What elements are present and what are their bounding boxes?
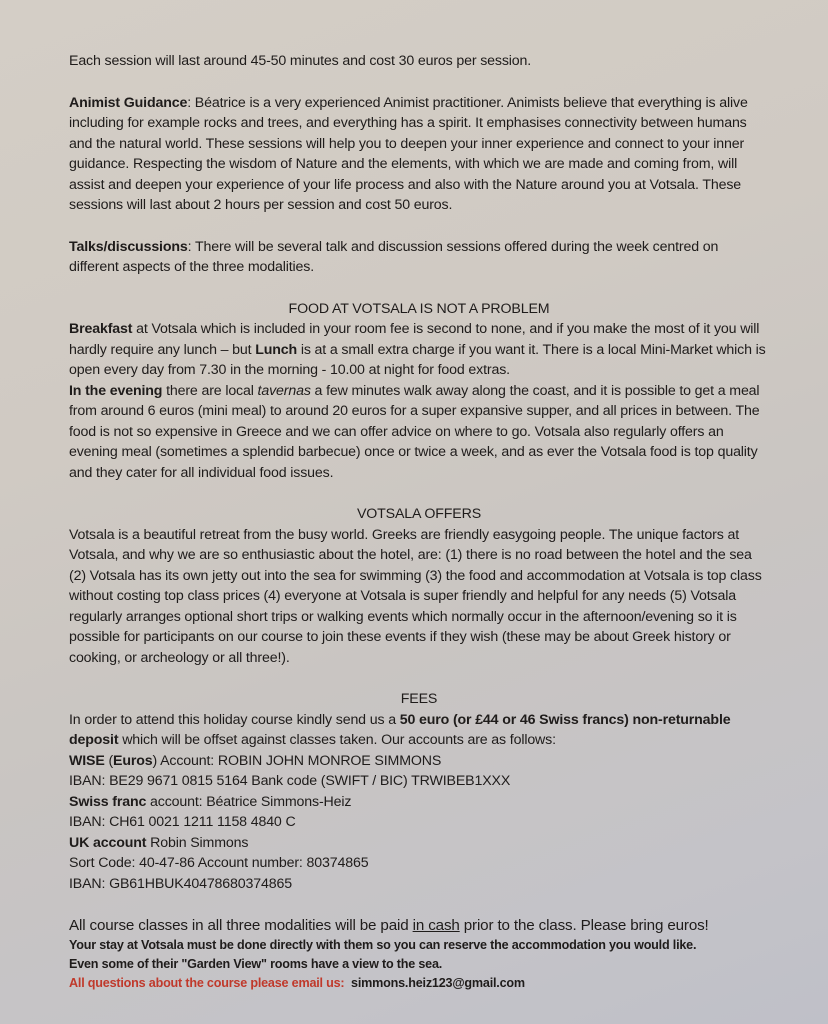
garden-notice: Even some of their "Garden View" rooms have a view to the sea. xyxy=(69,957,443,971)
fees-title: FEES xyxy=(400,691,438,707)
cash-text-1: All course classes in all three modalities will be paid xyxy=(69,917,413,934)
session-info: Each session will last around 45-50 minutes and cost 30 euros per session. xyxy=(69,53,532,69)
talks-text: : There will be several talk and discussion sessions offered during the week centred on different aspects of the three modalities. xyxy=(69,238,719,275)
breakfast-text: at Votsala which is included in your room fee is second to none, and if you make the most of it you will hardly require any lunch – but xyxy=(69,321,760,358)
offers-title: VOTSALA OFFERS xyxy=(356,506,482,522)
questions-text: All questions about the course please email us: xyxy=(69,976,345,990)
cash-notice xyxy=(69,915,769,936)
evening-text-2: a few minutes walk away along the coast, and it is possible to get a meal from around 6 euros (mini meal) to around 20 euros for a super expansive supper, and all prices in between. The food is not so expensive in Greece and we can offer advice on where to go. Votsala also regularly offers an evening meal (sometimes a splendid barbecue) once or twice a week, and as ever the Votsala food is top quality and they cater for all individual food issues. xyxy=(69,382,760,481)
fees-intro-2: which will be offset against classes taken. Our accounts are as follows: xyxy=(118,732,556,748)
uk-sort-code: Sort Code: 40-47-86 Account number: 80374865 xyxy=(69,855,369,871)
lunch-label: Lunch xyxy=(255,341,298,358)
animist-heading: Animist Guidance xyxy=(69,94,188,111)
evening-text-1: there are local xyxy=(162,382,258,399)
swiss-label: Swiss franc xyxy=(69,793,147,810)
fees-intro-1: In order to attend this holiday course kindly send us a xyxy=(69,711,400,728)
uk-account xyxy=(69,833,769,854)
uk-account-name: Robin Simmons xyxy=(146,834,249,851)
wise-paren: ( xyxy=(104,752,114,769)
swiss-account xyxy=(69,792,769,813)
wise-currency: Euros xyxy=(113,752,153,769)
stay-notice: Your stay at Votsala must be done directly with them so you can reserve the accommodation you would like. xyxy=(69,938,697,952)
talks-heading: Talks/discussions xyxy=(69,238,188,255)
cash-underlined: in cash xyxy=(412,917,460,934)
talks-paragraph xyxy=(69,237,769,278)
uk-label: UK account xyxy=(69,834,147,851)
document-page xyxy=(69,51,769,993)
breakfast-paragraph xyxy=(69,319,769,381)
uk-iban: IBAN: GB61HBUK40478680374865 xyxy=(69,875,292,892)
breakfast-label: Breakfast xyxy=(69,321,133,337)
animist-text: : Béatrice is a very experienced Animist practitioner. Animists believe that everything is alive including for example rocks and trees, and everything has a spirit. It emphasises connectivity between humans and the natural world. These sessions will help you to deepen your inner experience and connect to your inner guidance. Respecting the wisdom of Nature and the elements, with which we are made and coming from, will assist and deepen your experience of your life process and also with the Nature around you at Votsala. These sessions will last about 2 hours per session and cost 50 euros. xyxy=(69,94,748,213)
tavernas-word: tavernas xyxy=(257,382,311,399)
fees-intro xyxy=(69,710,769,751)
wise-label: WISE xyxy=(69,752,105,769)
wise-account-name: ) Account: ROBIN JOHN MONROE SIMMONS xyxy=(152,752,442,769)
evening-paragraph xyxy=(69,381,769,484)
swiss-account-name: account: Béatrice Simmons-Heiz xyxy=(146,793,352,810)
lunch-text: is at a small extra charge if you want it. There is a local Mini-Market which is open every day from 7.30 in the morning - 10.00 at night for food extras. xyxy=(69,341,766,378)
wise-account xyxy=(69,751,769,772)
deposit-amount: 50 euro (or £44 or 46 Swiss francs) non-returnable deposit xyxy=(69,711,731,748)
cash-text-2: prior to the class. Please bring euros! xyxy=(459,917,709,934)
animist-paragraph xyxy=(69,93,769,216)
offers-paragraph: Votsala is a beautiful retreat from the busy world. Greeks are friendly easygoing people. The unique factors at Votsala, and why we are so enthusiastic about the hotel, are: (1) there is no road between the hotel and the sea (2) Votsala has its own jetty out into the sea for swimming (3) the food and accommodation at Votsala is top class without costing top class prices (4) everyone at Votsala is super friendly and helpful for any needs (5) Votsala regularly arranges optional short trips or walking events which normally occur in the afternoon/evening so it is possible for participants on our course to join these events if they wish (these may be about Greek history or cooking, or archeology or all three!). xyxy=(69,526,762,666)
email-address[interactable]: simmons.heiz123@gmail.com xyxy=(351,976,525,990)
wise-iban: IBAN: BE29 9671 0815 5164 Bank code (SWIFT / BIC) TRWIBEB1XXX xyxy=(69,773,511,789)
questions-line xyxy=(69,974,769,993)
evening-label: In the evening xyxy=(69,382,163,399)
swiss-iban: IBAN: CH61 0021 1211 1158 4840 C xyxy=(69,814,296,830)
food-title: FOOD AT VOTSALA IS NOT A PROBLEM xyxy=(288,300,550,317)
